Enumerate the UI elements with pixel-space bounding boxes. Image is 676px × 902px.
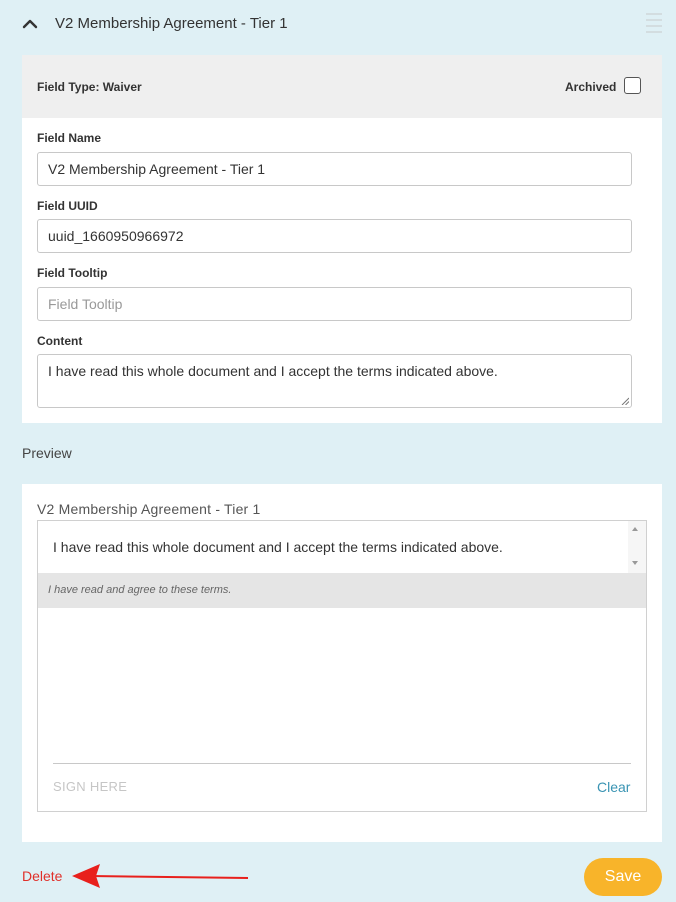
chevron-up-icon[interactable] bbox=[20, 14, 40, 34]
field-header[interactable] bbox=[0, 0, 676, 48]
scroll-down-arrow-icon[interactable] bbox=[632, 561, 638, 565]
save-button[interactable]: Save bbox=[584, 858, 662, 896]
field-uuid-input[interactable]: uuid_1660950966972 bbox=[37, 219, 632, 253]
field-settings-header bbox=[22, 55, 662, 118]
annotation-arrow-icon bbox=[70, 862, 250, 890]
preview-title: V2 Membership Agreement - Tier 1 bbox=[37, 501, 261, 517]
document-text: I have read this whole document and I accept the terms indicated above. bbox=[53, 539, 503, 555]
agree-bar bbox=[38, 573, 646, 608]
waiver-preview-box bbox=[37, 520, 647, 812]
archived-checkbox[interactable] bbox=[624, 77, 641, 94]
clear-signature-link[interactable]: Clear bbox=[597, 779, 631, 795]
hamburger-icon[interactable] bbox=[646, 13, 662, 33]
content-text: I have read this whole document and I accept the terms indicated above. bbox=[48, 363, 498, 379]
field-settings-card bbox=[22, 55, 662, 423]
field-tooltip-label: Field Tooltip bbox=[37, 266, 108, 280]
content-label: Content bbox=[37, 334, 83, 348]
document-scroll-area[interactable] bbox=[38, 521, 646, 573]
content-textarea[interactable] bbox=[37, 354, 632, 408]
preview-card bbox=[22, 484, 662, 842]
signature-line bbox=[53, 763, 631, 764]
archived-label: Archived bbox=[565, 80, 617, 94]
resize-grip-icon[interactable] bbox=[621, 397, 629, 405]
field-type-label: Field Type: Waiver bbox=[37, 80, 142, 94]
field-tooltip-input[interactable]: Field Tooltip bbox=[37, 287, 632, 321]
agree-text: I have read and agree to these terms. bbox=[48, 584, 232, 596]
scroll-up-arrow-icon[interactable] bbox=[632, 527, 638, 531]
preview-heading: Preview bbox=[22, 445, 72, 461]
sign-here-placeholder[interactable]: SIGN HERE bbox=[53, 779, 128, 794]
field-uuid-label: Field UUID bbox=[37, 199, 98, 213]
delete-button[interactable]: Delete bbox=[22, 868, 63, 884]
field-name-input[interactable]: V2 Membership Agreement - Tier 1 bbox=[37, 152, 632, 186]
field-title: V2 Membership Agreement - Tier 1 bbox=[55, 15, 288, 32]
field-name-label: Field Name bbox=[37, 131, 102, 145]
